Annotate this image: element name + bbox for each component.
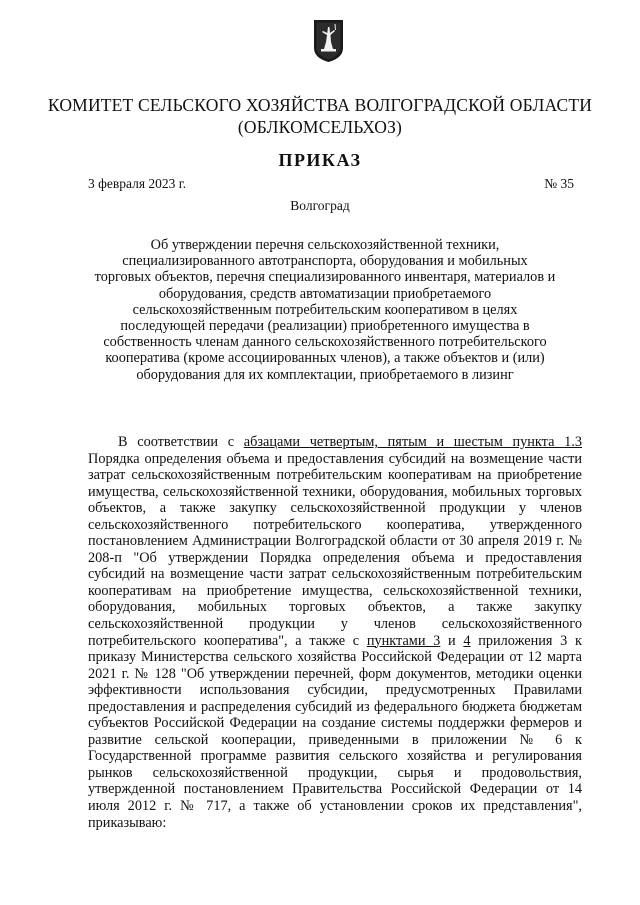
committee-name-line2: (ОБЛКОМСЕЛЬХОЗ) bbox=[237, 117, 403, 137]
committee-name-line1: КОМИТЕТ СЕЛЬСКОГО ХОЗЯЙСТВА ВОЛГОГРАДСКОЙ ОБЛАСТИ bbox=[47, 95, 593, 115]
law-reference-link[interactable]: пунктами 3 bbox=[366, 632, 441, 649]
title-line: торговых объектов, перечня специализированного инвентаря, материалов и bbox=[94, 269, 556, 286]
document-number: № 35 bbox=[544, 176, 574, 191]
law-reference-link[interactable]: 4 bbox=[463, 632, 471, 649]
title-line: сельскохозяйственным потребительским кооперативом в целях bbox=[132, 301, 518, 318]
document-city: Волгоград bbox=[290, 198, 350, 213]
document-date: 3 февраля 2023 г. bbox=[88, 176, 187, 191]
document-type: ПРИКАЗ bbox=[278, 150, 362, 170]
title-line: кооператива (кроме ассоциированных членов), а также объектов и (или) bbox=[105, 350, 545, 367]
title-line: Об утверждении перечня сельскохозяйственной техники, bbox=[150, 237, 500, 253]
preamble-text: приложения 3 к приказу Министерства сельского хозяйства Российской Федерации от 12 марта 2021 г. № 128 "Об утверждении перечней, форм документов, методики оценки эффективности использования субсидии, предусмотренных Правилами предоставления и распределения субсидий из федерального бюджета бюджетам субъектов Российской Федерации на создание системы поддержки фермеров и развитие сельской кооперации, приведенными в приложении № 6 к Государственной программе развития сельского хозяйства и регулирования рынков сельскохозяйственной продукции, сырья и продовольствия, утвержденной постановлением Правительства Российской Федерации от 14 июля 2012 г. № 717, а также об установлении сроков их представления", приказываю: bbox=[88, 632, 582, 831]
law-reference-link[interactable]: абзацами четвертым, пятым и шестым пункта 1.3 bbox=[243, 434, 582, 450]
title-line: собственность членам данного сельскохозяйственного потребительского bbox=[103, 334, 547, 351]
title-line: оборудования для их комплектации, приобретаемого в лизинг bbox=[136, 366, 514, 383]
document-title bbox=[70, 237, 580, 383]
title-line: специализированного автотранспорта, оборудования и мобильных bbox=[122, 253, 528, 270]
committee-name bbox=[40, 94, 600, 138]
preamble-text: и bbox=[440, 632, 464, 649]
preamble-text: В соответствии с bbox=[118, 434, 244, 450]
preamble-text: Порядка определения объема и предоставления субсидий на возмещение части затрат сельскохозяйственным потребительским кооперативам на приобретение имущества, сельскохозяйственной техники, оборудования, мобильных торговых объектов, а также закупку сельскохозяйственной продукции у членов сельскохозяйственного потребительского кооператива, утвержденного постановлением Администрации Волгоградской области от 30 апреля 2019 г. № 208-п "Об утверждении Порядка определения объема и предоставления субсидий на возмещение части затрат сельскохозяйственным потребительским кооперативам на приобретение имущества, сельскохозяйственной техники, оборудования, мобильных торговых объектов, а также закупку сельскохозяйственной продукции у членов сельскохозяйственного потребительского кооператива", а также с bbox=[88, 450, 582, 649]
title-line: оборудования, средств автоматизации приобретаемого bbox=[158, 285, 492, 302]
title-line: последующей передачи (реализации) приобретенного имущества в bbox=[120, 318, 530, 335]
preamble-paragraph bbox=[88, 434, 582, 831]
volgograd-region-emblem-icon bbox=[312, 18, 345, 64]
